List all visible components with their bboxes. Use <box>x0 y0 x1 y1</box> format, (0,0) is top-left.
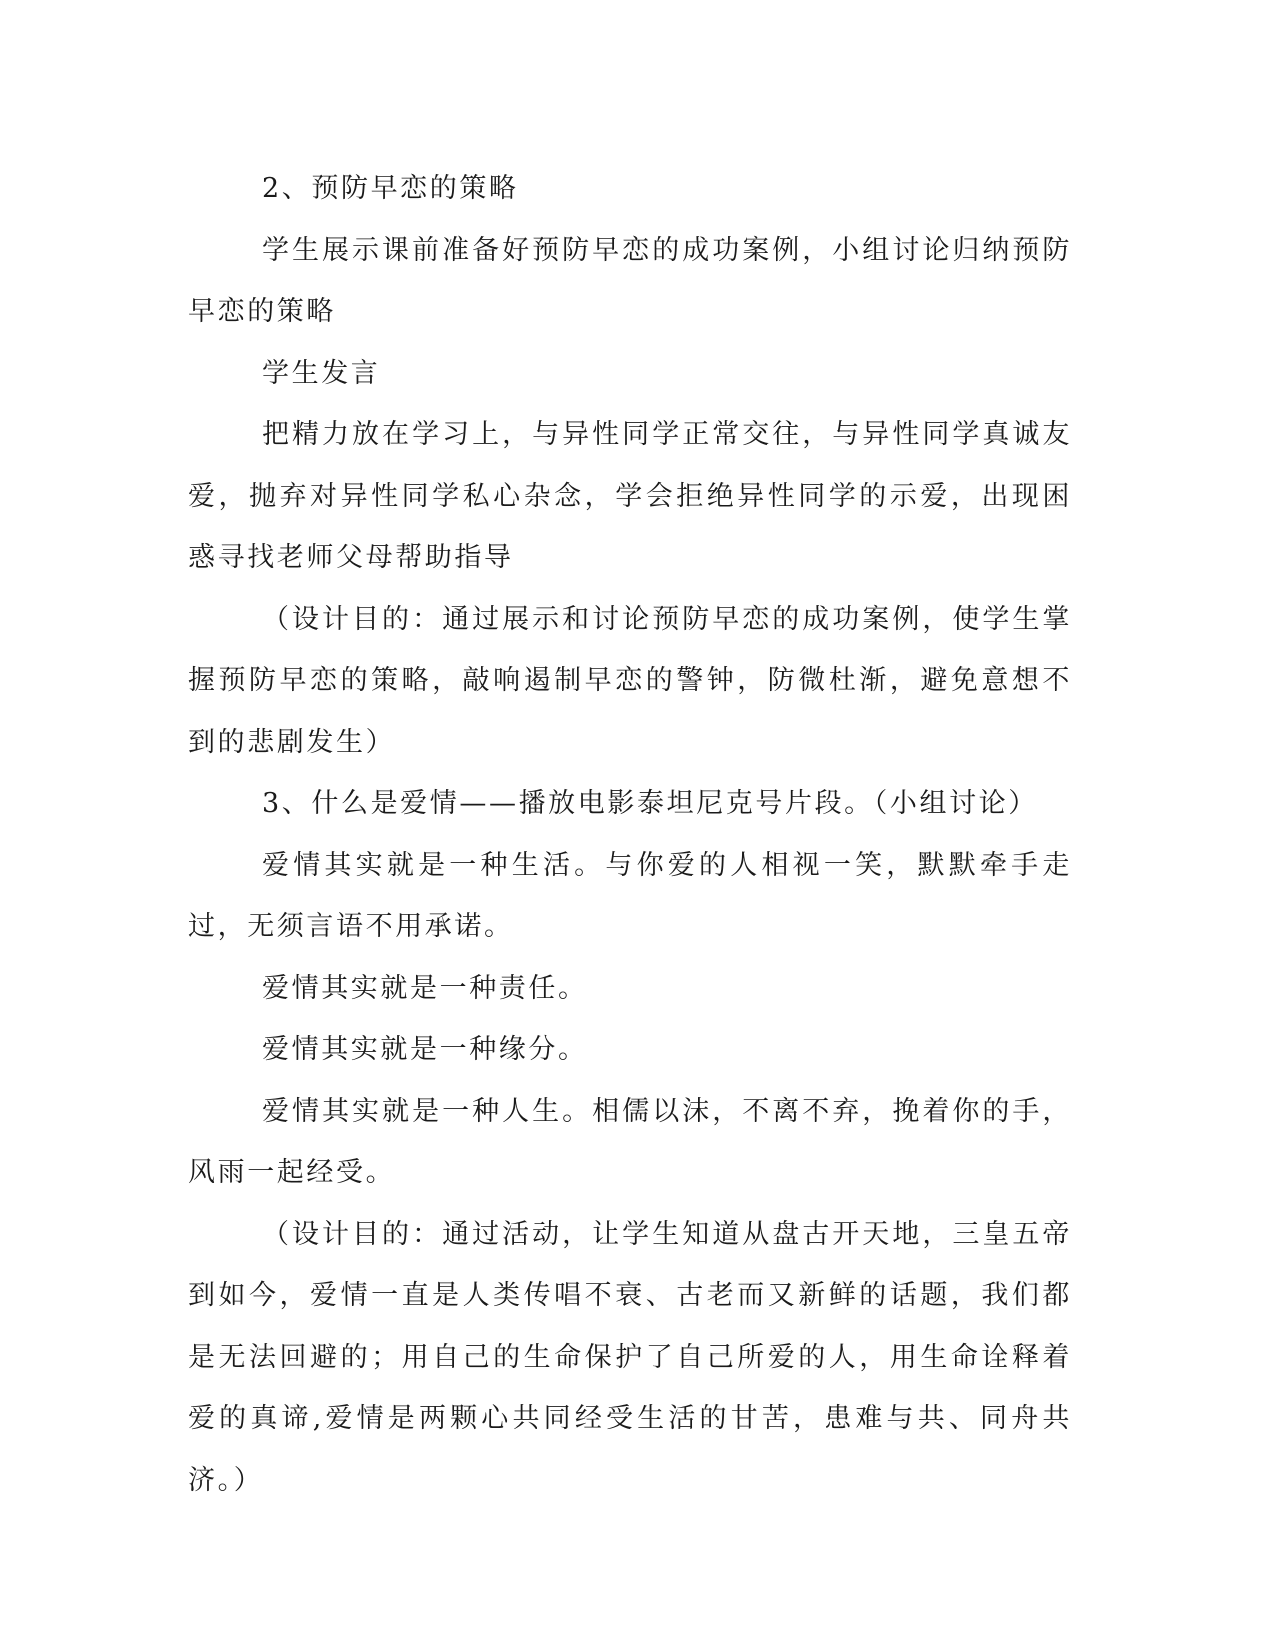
paragraph-love-lifetime: 爱情其实就是一种人生。相儒以沫，不离不弃，挽着你的手，风雨一起经受。 <box>188 1095 1072 1188</box>
paragraph-love-fate: 爱情其实就是一种缘分。 <box>262 1034 588 1065</box>
paragraph-design-purpose-1: （设计目的：通过展示和讨论预防早恋的成功案例，使学生掌握预防早恋的策略，敲响遏制早恋的警钟，防微杜渐，避免意想不到的悲剧发生） <box>188 603 1072 758</box>
paragraph-love-life: 爱情其实就是一种生活。与你爱的人相视一笑，默默牵手走过，无须言语不用承诺。 <box>188 849 1072 942</box>
paragraph-love-responsibility: 爱情其实就是一种责任。 <box>262 972 588 1004</box>
paragraph-strategies: 把精力放在学习上，与异性同学正常交往，与异性同学真诚友爱，抛弃对异性同学私心杂念，学会拒绝异性同学的示爱，出现困惑寻找老师父母帮助指导 <box>188 419 1072 573</box>
paragraph-student-cases: 学生展示课前准备好预防早恋的成功案例，小组讨论归纳预防早恋的策略 <box>188 234 1072 327</box>
section-heading-prevention-strategies: 2、预防早恋的策略 <box>262 173 519 204</box>
paragraph-design-purpose-2: （设计目的：通过活动，让学生知道从盘古开天地，三皇五帝到如今，爱情一直是人类传唱不衰、古老而又新鲜的话题，我们都是无法回避的；用自己的生命保护了自己所爱的人，用生命诠释着爱的真谛,爱情是两颗心共同经受生活的甘苦，患难与共、同舟共济。） <box>188 1218 1072 1496</box>
paragraph-student-speech: 学生发言 <box>262 357 381 389</box>
section-heading-what-is-love: 3、什么是爱情——播放电影泰坦尼克号片段。（小组讨论） <box>262 788 1038 819</box>
document-body <box>188 158 1072 1511</box>
